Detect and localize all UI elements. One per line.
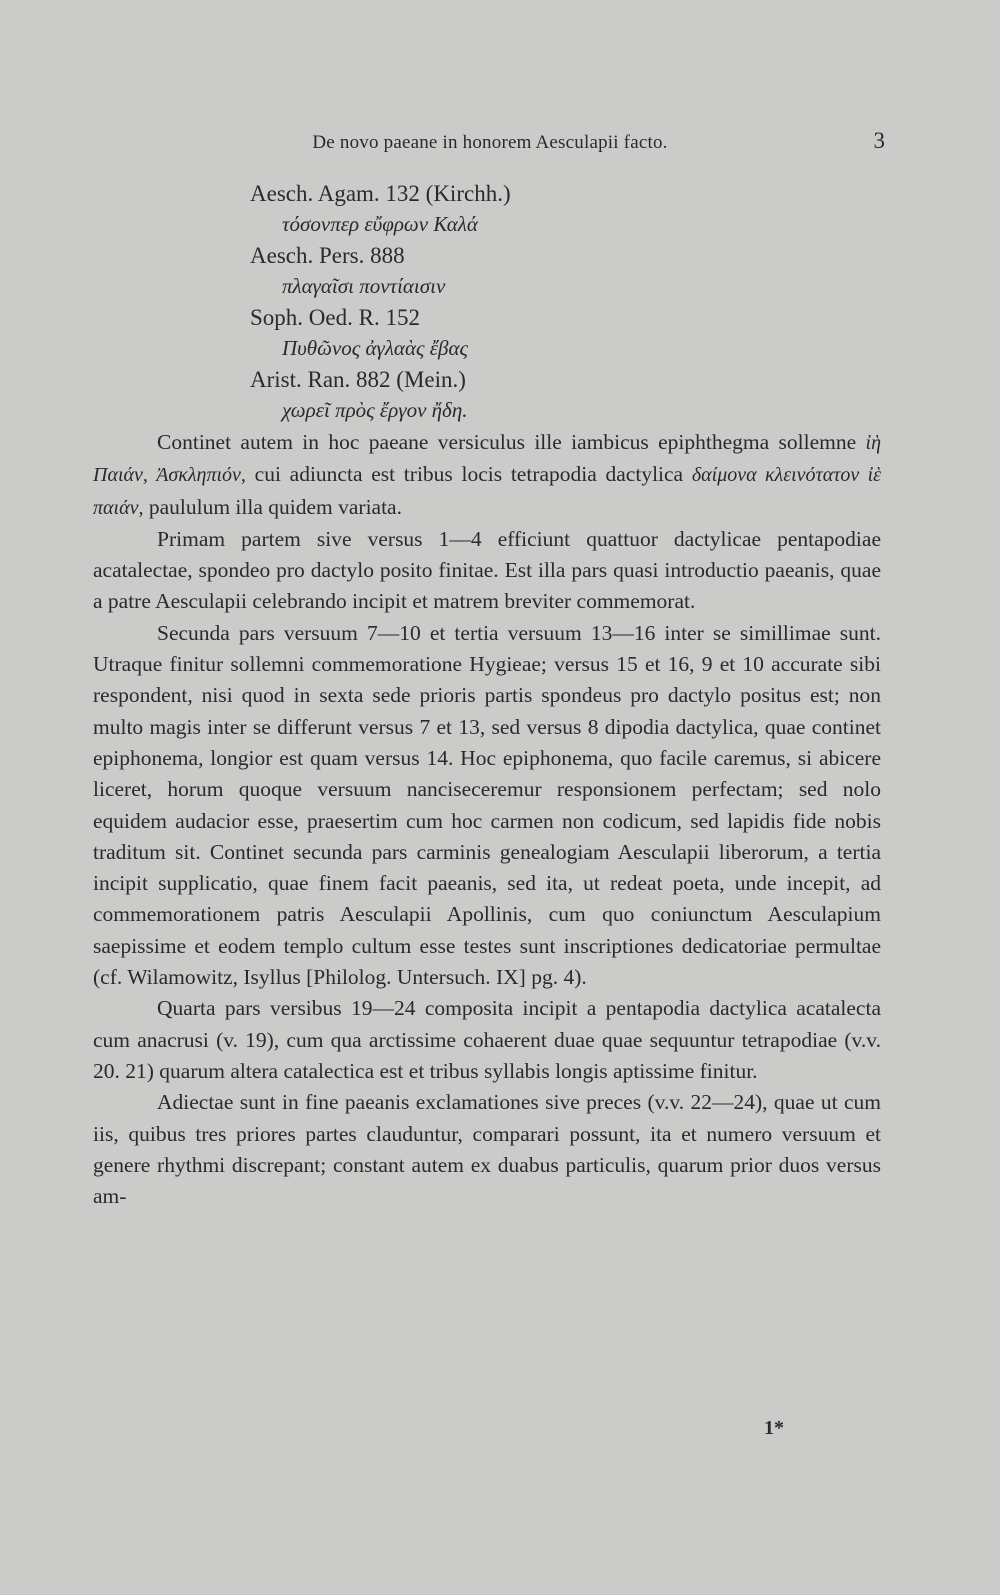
paragraph-2: Primam partem sive versus 1—4 efficiunt quattuor dactylicae pentapodiae acatalectae, spondeo pro dactylo posito finitae. Est illa pars quasi introductio paeanis, quae a patre Aesculapii celebrando incipit et matrem breviter commemorat. bbox=[93, 526, 881, 614]
signature-mark: 1* bbox=[764, 1417, 784, 1439]
paragraph-5: Adiectae sunt in fine paeanis exclamationes sive preces (v.v. 22—24), quae ut cum iis, quibus tres priores partes clauduntur, comparari possunt, ita et numero versuum et genere rhythmi discrepant; constant autem ex duabus particulis, quarum prior duos versus am- bbox=[93, 1090, 881, 1209]
quote-greek: Πυθῶνος ἀγλαὰς ἔβας bbox=[282, 336, 469, 360]
quote-greek: πλαγαῖσι ποντίαισιν bbox=[282, 274, 446, 298]
paragraph-1 bbox=[93, 427, 881, 524]
greek-phrase: ἰὴ Παιάν, Ἀσκληπιόν, bbox=[93, 432, 881, 487]
greek-phrase: δαίμονα κλεινότατον ἰὲ παιάν, bbox=[93, 464, 882, 519]
quote-greek: τόσονπερ εὔφρων Καλά bbox=[282, 212, 478, 236]
quotation-block bbox=[0, 178, 1000, 426]
quote-source: Arist. Ran. 882 (Mein.) bbox=[250, 367, 466, 392]
quote-source: Soph. Oed. R. 152 bbox=[250, 305, 420, 330]
running-head bbox=[95, 128, 885, 158]
quote-greek: χωρεῖ πρὸς ἔργον ἤδη. bbox=[282, 398, 468, 422]
running-title: De novo paeane in honorem Aesculapii facto. bbox=[312, 132, 668, 153]
paragraph-4: Quarta pars versibus 19—24 composita incipit a pentapodia dactylica acatalecta cum anacrusi (v. 19), cum qua arctissime cohaerent duae quae sequuntur tetrapodiae (v.v. 20. 21) quarum altera catalectica est et tribus syllabis longis aptissime finitur. bbox=[93, 996, 881, 1083]
body-text bbox=[93, 427, 881, 1212]
paragraph-3: Secunda pars versuum 7—10 et tertia versuum 13—16 inter se simillimae sunt. Utraque finitur sollemni commemoratione Hygieae; versus 15 et 16, 9 et 10 accurate sibi respondent, nisi quod in sexta sede prioris partis spondeus pro dactylo positus est; non multo magis inter se differunt versus 7 et 13, sed versus 8 dipodia dactylica, quae continet epiphonema, longior est quam versus 14. Hoc epiphonema, quo facile caremus, si abicere liceret, horum quoque versuum nanciseceremur responsionem perfectam; sed nolo equidem audacior esse, praesertim cum hoc carmen non codicum, sed lapidis fide nobis traditum sit. Continet secunda pars carminis genealogiam Aesculapii liberorum, a tertia incipit supplicatio, quae finem facit paeanis, sed ita, ut redeat poeta, unde incepit, ad commemorationem patris Aesculapii Apollinis, cum quo coniunctum Aesculapium saepissime et eodem templo cultum esse testes sunt inscriptiones dedicatoriae permultae (cf. Wilamowitz, Isyllus [Philolog. Untersuch. IX] pg. 4). bbox=[93, 620, 881, 990]
paragraph-text: cui adiuncta est tribus locis tetrapodia dactylica bbox=[254, 462, 684, 487]
paragraph-text: Continet autem in hoc paeane versiculus ille iambicus epiphthegma sollemne bbox=[157, 430, 857, 454]
paragraph-text: paululum illa quidem variata. bbox=[148, 494, 402, 519]
quote-source: Aesch. Agam. 132 (Kirchh.) bbox=[250, 181, 511, 206]
page-number: 3 bbox=[873, 128, 885, 153]
quote-source: Aesch. Pers. 888 bbox=[250, 243, 405, 268]
